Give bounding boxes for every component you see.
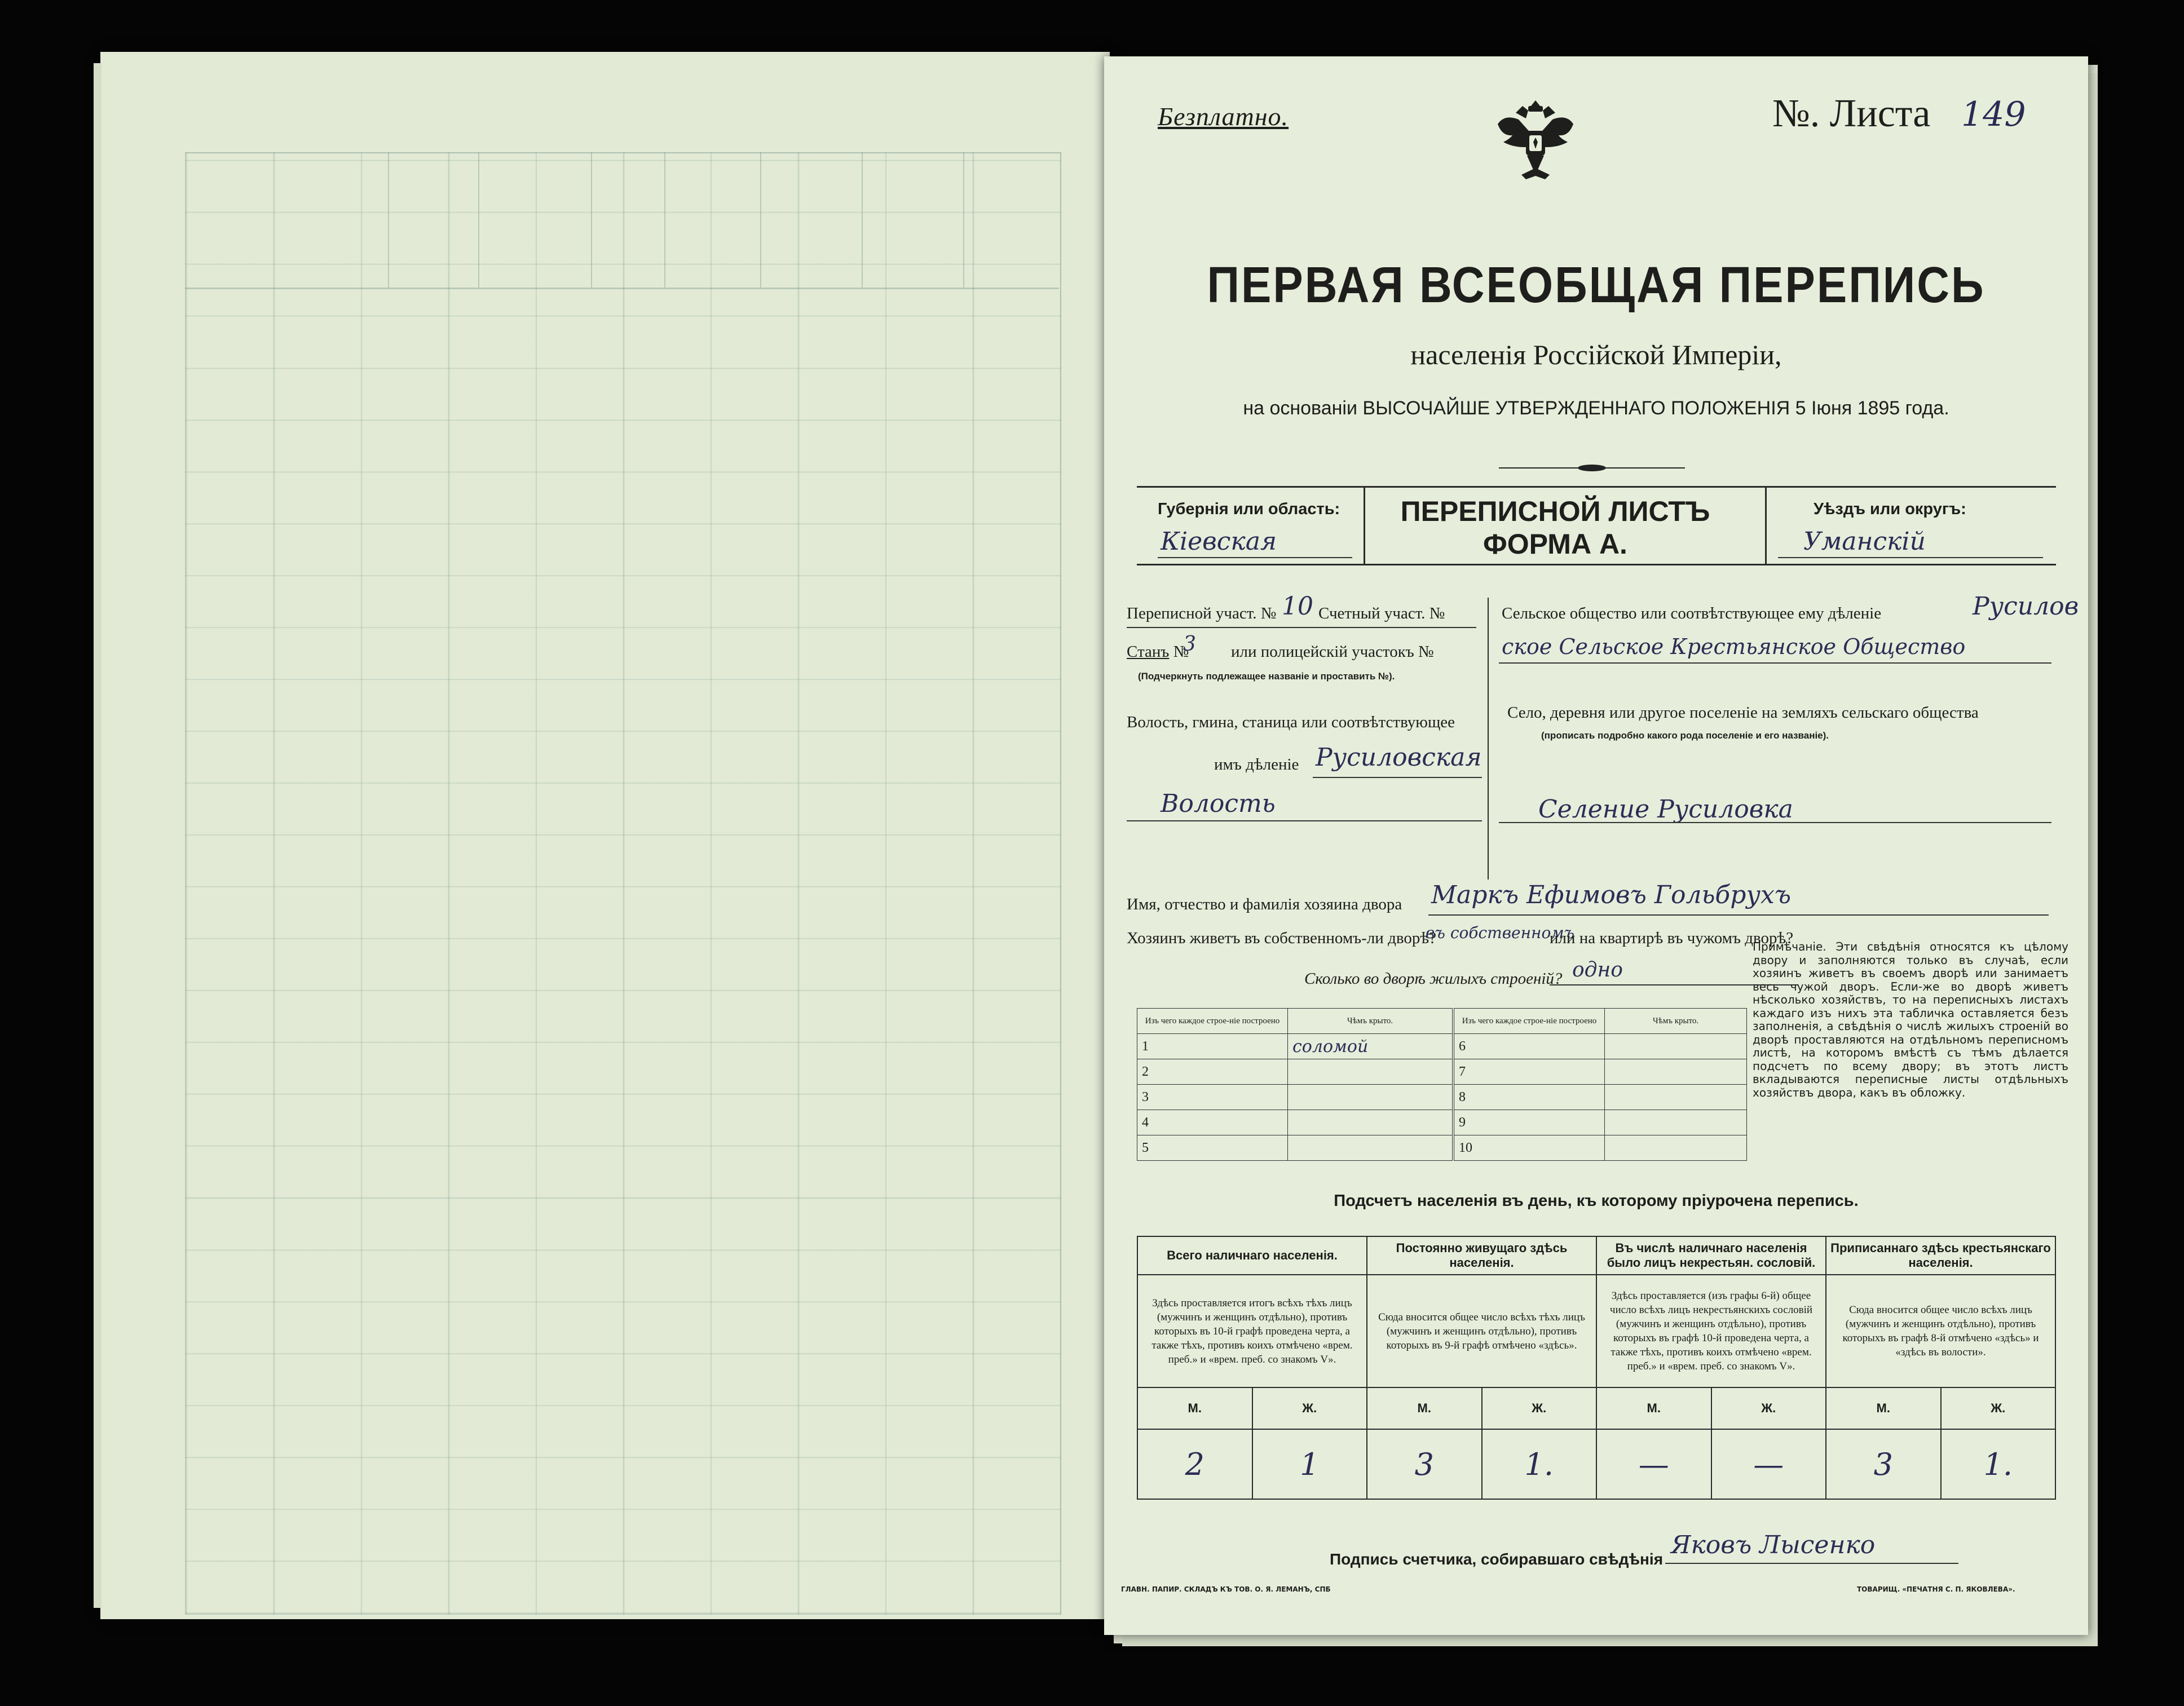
row-number: 7 [1454,1059,1605,1085]
field-line [1499,822,2051,823]
form-title [1369,495,1741,560]
district-value: Уманскій [1803,527,1926,556]
police-label: или полицейскій участокъ № [1231,643,1434,661]
volost-value-2: Волость [1161,789,1276,818]
buildings-note: Примѣчаніе. Эти свѣдѣнія относятся къ цѣлому двору и заполняются только въ случаѣ, если хозяинъ живетъ въ своемъ дворѣ или занимаетъ весь чужой дворъ. Если-же во дворѣ живетъ нѣсколько хозяйствъ, то на переписныхъ листахъ каждаго изъ нихъ эта табличка оставляется безъ заполненія, а свѣдѣнія о числѣ жилыхъ строеній во дворѣ проставляются на отдѣльномъ переписномъ листѣ, на которомъ вмѣстѣ съ тѣмъ дѣлается подсчетъ по всему двору; въ этотъ листъ вкладываются переписные листы отдѣльныхъ хозяйствъ двора, какъ въ обложку. [1753,940,2068,1099]
census-subtitle: населенія Россійской Имперіи, [1410,339,1782,370]
census-section-value: 10 [1282,592,1313,621]
roof-cell [1605,1085,1747,1110]
printer-right: ТОВАРИЩ. «ПЕЧАТНЯ С. П. ЯКОВЛЕВА». [1857,1585,2015,1593]
village-note: (прописать подробно какого рода поселеніе и его названіе). [1541,730,1829,741]
group-description: Сюда вносится общее число всѣхъ тѣхъ лицъ (мужчинъ и женщинъ отдѣльно), противъ которыхъ въ 9-й графѣ отмѣчено «здѣсь». [1367,1275,1596,1387]
roof-cell [1288,1059,1453,1085]
province-label: Губернія или область: [1158,500,1340,518]
field-line [1127,627,1476,628]
printer-left: ГЛАВН. ПАПИР. СКЛАДЪ КЪ ТОВ. О. Я. ЛЕМАНЪ, СПБ [1121,1585,1331,1593]
gender-headers [1137,1387,2055,1429]
district-line [1778,557,2043,558]
census-form-page [1104,56,2088,1635]
roof-cell [1288,1135,1453,1161]
stan-field [1127,643,1189,661]
group-description: Сюда вносится общее число всѣхъ лицъ (мужчинъ и женщинъ отдѣльно), противъ которыхъ въ графѣ 8-й отмѣчено «здѣсь» и «здѣсь въ волости». [1826,1275,2055,1387]
col-roof-header: Чѣмъ крыто. [1288,1009,1453,1034]
table-row [1137,1085,1453,1110]
row-number: 1 [1137,1034,1288,1059]
field-line [1428,914,2049,916]
province-line [1158,557,1352,558]
row-number: 2 [1137,1059,1288,1085]
col-built-header: Изъ чего каждое строе-ніе построено [1454,1009,1605,1034]
society-value-1: Русилов [1973,592,2079,621]
population-title: Подсчетъ населенія въ день, къ которому пріурочена перепись. [1334,1192,1859,1210]
male-header: М. [1137,1387,1252,1429]
buildings-table-header [1137,1009,1453,1034]
roof-cell [1605,1110,1747,1135]
female-count: 1. [1941,1429,2056,1499]
ghost-table [185,152,1061,1615]
roof-cell [1605,1034,1747,1059]
form-header-divider [1765,486,1767,565]
district-label: Уѣздъ или округъ: [1814,500,1966,518]
row-number: 5 [1137,1135,1288,1161]
table-row [1454,1110,1747,1135]
row-number: 3 [1137,1085,1288,1110]
residence-label-1: Хозяинъ живетъ въ собственномъ-ли дворѣ? [1127,929,1436,947]
male-header: М. [1367,1387,1482,1429]
female-header: Ж. [1252,1387,1367,1429]
male-count: — [1596,1429,1711,1499]
group-heading: Всего наличнаго населенія. [1137,1236,1367,1275]
form-header-divider [1364,486,1365,565]
table-row [1454,1034,1747,1059]
male-count: 2 [1137,1429,1252,1499]
province-value: Кіевская [1161,527,1277,556]
form-title-line1: ПЕРЕПИСНОЙ ЛИСТЪ [1400,496,1710,527]
counting-section-label: Счетный участ. № [1318,604,1445,622]
society-label: Сельское общество или соотвѣтствующее ему дѣленіе [1502,604,1882,622]
village-value: Селение Русиловка [1538,795,1793,824]
field-line [1127,820,1482,821]
form-header-bottom-rule [1137,564,2056,565]
male-count: 3 [1826,1429,1941,1499]
village-label [1507,704,1979,722]
row-number: 6 [1454,1034,1605,1059]
table-row [1454,1135,1747,1161]
buildings-value: одно [1572,958,1623,982]
roof-cell [1288,1110,1453,1135]
field-line [1499,662,2051,664]
population-headings [1137,1236,2055,1275]
sheet-number-label: №. Листа [1772,92,1931,135]
buildings-label: Сколько во дворѣ жилыхъ строеній? [1304,970,1563,988]
roof-cell [1288,1085,1453,1110]
volost-value-1: Русиловская [1316,743,1482,772]
group-heading: Въ числѣ наличнаго населенія было лицъ некрестьян. сословій. [1596,1236,1826,1275]
underline-note: (Подчеркнуть подлежащее названіе и проставить №). [1138,671,1395,682]
group-description: Здѣсь проставляется итогъ всѣхъ тѣхъ лицъ (мужчинъ и женщинъ отдѣльно), противъ которыхъ въ 10-й графѣ проведена черта, а также тѣхъ, противъ коихъ отмѣчено «врем. преб.» и «врем. преб. со знакомъ V». [1137,1275,1367,1387]
stan-no: № [1173,643,1189,661]
female-count: 1. [1482,1429,1597,1499]
census-section-label: Переписной участ. № [1127,604,1277,622]
row-number: 9 [1454,1110,1605,1135]
owner-name-value: Маркъ Ефимовъ Гольбрухъ [1431,881,1792,909]
col-roof-header: Чѣмъ крыто. [1605,1009,1747,1034]
free-label: Безплатно. [1158,102,1289,131]
row-number: 4 [1137,1110,1288,1135]
signature-value: Яковъ Лысенко [1671,1531,1876,1559]
stan-label: Станъ [1127,643,1170,661]
table-row [1137,1034,1453,1059]
group-heading: Приписаннаго здѣсь крестьянскаго населенія. [1826,1236,2055,1275]
residence-value: въ собственномъ [1426,923,1575,942]
signature-line [1665,1563,1958,1564]
roof-cell [1605,1135,1747,1161]
population-table [1137,1236,2056,1500]
group-description: Здѣсь проставляется (изъ графы 6-й) общее число всѣхъ лицъ некрестьянскихъ сословій (мужчинъ и женщинъ отдѣльно), противъ которыхъ въ графѣ 10-й проведена черта, а также тѣхъ, противъ коихъ отмѣчено «врем. преб.» и «врем. преб. со знакомъ V». [1596,1275,1826,1387]
buildings-table-header [1454,1009,1747,1034]
roof-cell: соломой [1288,1034,1453,1059]
table-row [1137,1135,1453,1161]
village-label-text: Село, деревня или другое поселеніе на земляхъ сельскаго общества [1507,704,1979,722]
census-title: ПЕРВАЯ ВСЕОБЩАЯ ПЕРЕПИСЬ [1207,257,1986,313]
buildings-table-right [1454,1008,1747,1161]
residence-label-2: или на квартирѣ въ чужомъ дворѣ? [1550,929,1794,947]
group-heading: Постоянно живущаго здѣсь населенія. [1367,1236,1596,1275]
female-count: 1 [1252,1429,1367,1499]
row-number: 8 [1454,1085,1605,1110]
left-page-edge [94,63,102,1608]
form-title-line2: ФОРМА А. [1483,528,1627,560]
volost-label-line2: имъ дѣленіе [1214,755,1299,774]
female-header: Ж. [1711,1387,1826,1429]
signature-label: Подпись счетчика, собиравшаго свѣдѣнія [1330,1550,1664,1568]
male-header: М. [1596,1387,1711,1429]
table-row [1137,1110,1453,1135]
female-count: — [1711,1429,1826,1499]
ornament-divider [1499,462,1685,474]
left-page [100,52,1110,1619]
field-line [1313,777,1482,778]
female-header: Ж. [1941,1387,2056,1429]
table-row [1454,1059,1747,1085]
female-header: Ж. [1482,1387,1597,1429]
ghost-table-header [185,152,1059,289]
population-values [1137,1429,2055,1499]
volost-label-line1: Волость, гмина, станица или соотвѣтствующее [1127,713,1455,731]
table-row [1137,1059,1453,1085]
col-built-header: Изъ чего каждое строе-ніе построено [1137,1009,1288,1034]
sheet-number-handwritten: 149 [1961,95,2026,134]
double-headed-eagle-icon [1493,90,1578,186]
stan-value: 3 [1183,633,1196,656]
male-count: 3 [1367,1429,1482,1499]
roof-cell [1605,1059,1747,1085]
buildings-table-left [1137,1008,1453,1161]
census-basis: на основаніи ВЫСОЧАЙШЕ УТВЕРЖДЕННАГО ПОЛОЖЕНІЯ 5 Іюня 1895 года. [1243,397,1949,419]
population-descriptions [1137,1275,2055,1387]
row-number: 10 [1454,1135,1605,1161]
form-header-top-rule [1137,486,2056,488]
table-row [1454,1085,1747,1110]
owner-name-label: Имя, отчество и фамилія хозяина двора [1127,895,1402,913]
male-header: М. [1826,1387,1941,1429]
society-value-2: ское Сельское Крестьянское Общество [1502,634,1966,659]
fields-divider [1488,598,1489,879]
